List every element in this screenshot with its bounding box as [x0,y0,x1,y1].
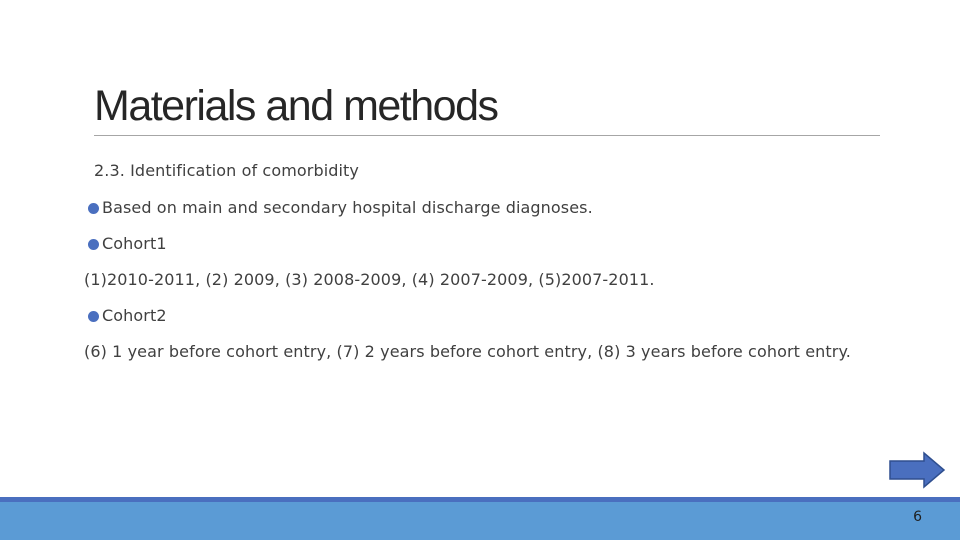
bullet-text: Based on main and secondary hospital discharge diagnoses. [102,198,593,217]
title-divider [94,135,880,136]
bullet-dot-icon [88,203,99,214]
right-arrow-icon[interactable] [888,451,946,489]
page-title: Materials and methods [94,82,498,130]
footer-bar [0,502,960,540]
bullet-dot-icon [88,239,99,250]
bullet-dot-icon [88,311,99,322]
cohort2-detail: (6) 1 year before cohort entry, (7) 2 years before cohort entry, (8) 3 years before cohort entry. [84,342,851,361]
bullet-text: Cohort2 [102,306,167,325]
bullet-text: Cohort1 [102,234,167,253]
bullet-item-discharge [88,198,593,217]
bullet-item-cohort1 [88,234,167,253]
bullet-item-cohort2 [88,306,167,325]
page-number: 6 [913,509,922,525]
cohort1-detail: (1)2010-2011, (2) 2009, (3) 2008-2009, (4) 2007-2009, (5)2007-2011. [84,270,655,289]
subheading: 2.3. Identification of comorbidity [94,161,360,180]
